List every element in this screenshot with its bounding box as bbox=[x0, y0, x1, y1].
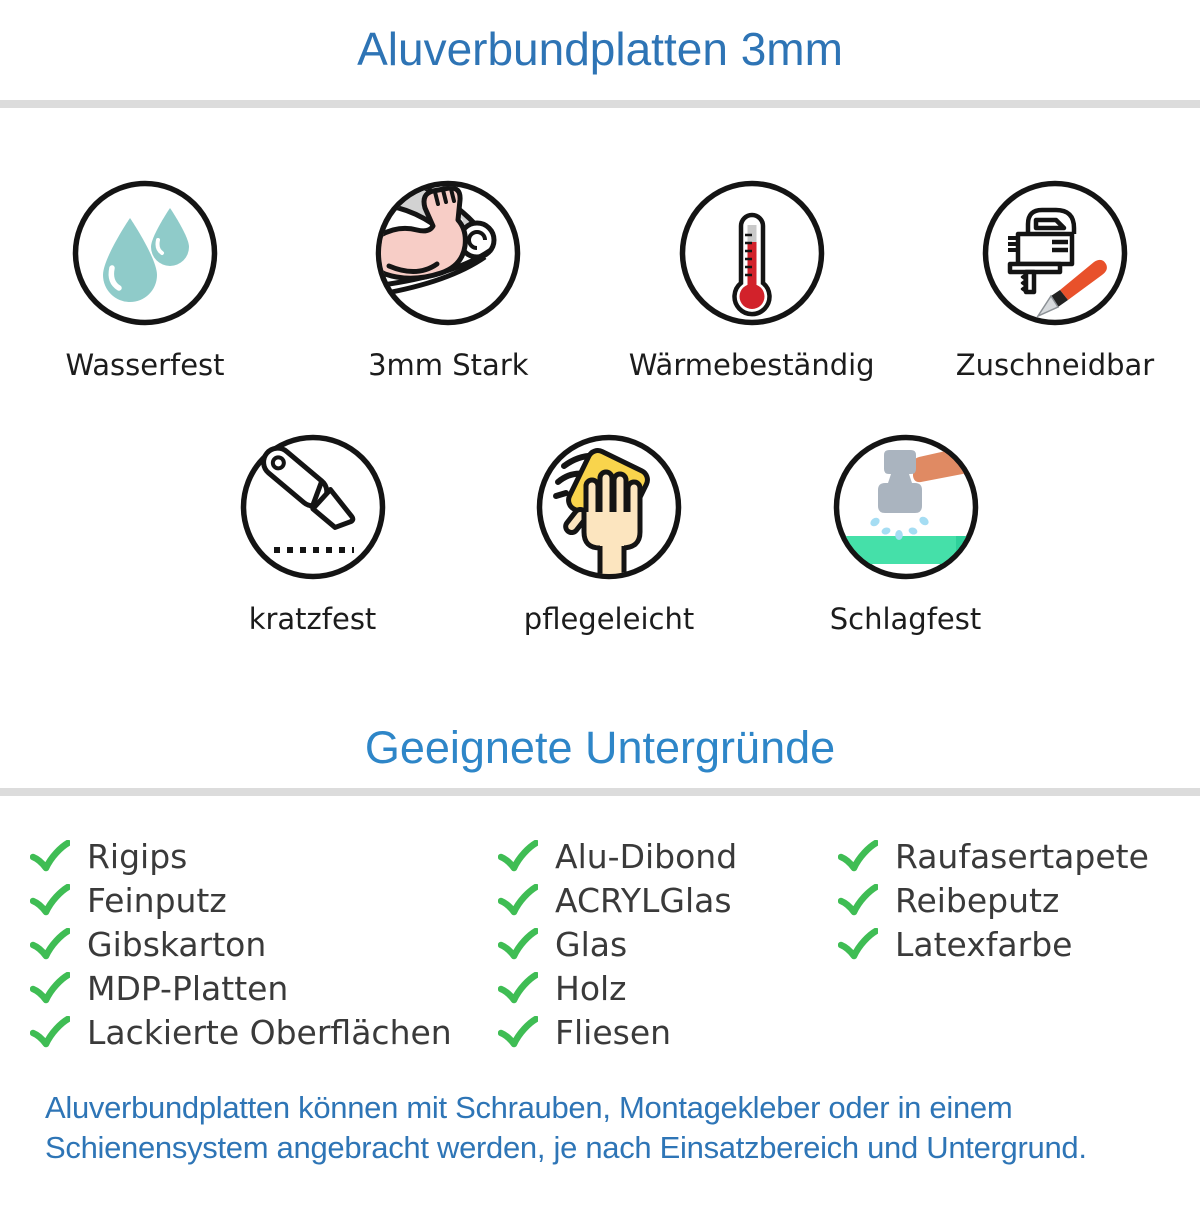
feature-label: Wasserfest bbox=[65, 348, 225, 382]
feature-row-2 bbox=[0, 432, 1200, 636]
list-item-label: Glas bbox=[555, 924, 628, 964]
feature-row-1 bbox=[0, 178, 1200, 382]
feature-label: Zuschneidbar bbox=[955, 348, 1155, 382]
feature-cuttable bbox=[955, 178, 1155, 382]
substrates-list bbox=[0, 834, 1200, 1054]
list-item-label: Fliesen bbox=[555, 1012, 672, 1052]
list-item bbox=[30, 834, 498, 878]
check-icon bbox=[498, 884, 538, 916]
flexed-arm-panel-icon bbox=[373, 178, 523, 328]
list-item bbox=[838, 922, 1200, 966]
feature-label: pflegeleicht bbox=[523, 602, 695, 636]
feature-impact-proof bbox=[808, 432, 1003, 636]
feature-easy-care bbox=[512, 432, 707, 636]
list-item bbox=[498, 1010, 838, 1054]
list-item-label: Lackierte Oberflächen bbox=[87, 1012, 452, 1052]
feature-thickness bbox=[358, 178, 538, 382]
check-icon bbox=[498, 840, 538, 872]
list-item bbox=[498, 922, 838, 966]
footer-line-2: Schienensystem angebracht werden, je nach Einsatzbereich und Untergrund. bbox=[45, 1130, 1087, 1165]
list-item-label: Rigips bbox=[87, 836, 188, 876]
page-title: Aluverbundplatten 3mm bbox=[357, 23, 843, 75]
substrates-heading: Geeignete Untergründe bbox=[364, 722, 836, 773]
list-item bbox=[498, 834, 838, 878]
utility-knife-icon bbox=[238, 432, 388, 582]
check-icon bbox=[30, 972, 70, 1004]
check-icon bbox=[498, 972, 538, 1004]
hand-cloth-icon bbox=[534, 432, 684, 582]
list-item-label: Alu-Dibond bbox=[555, 836, 738, 876]
list-item-label: Latexfarbe bbox=[895, 924, 1073, 964]
list-item-label: Reibeputz bbox=[895, 880, 1060, 920]
list-item bbox=[30, 966, 498, 1010]
list-item-label: Feinputz bbox=[87, 880, 227, 920]
list-item bbox=[30, 922, 498, 966]
check-icon bbox=[838, 840, 878, 872]
thermometer-icon bbox=[677, 178, 827, 328]
list-item-label: Gibskarton bbox=[87, 924, 267, 964]
check-icon bbox=[30, 1016, 70, 1048]
footer-note bbox=[0, 1088, 1200, 1168]
check-icon bbox=[838, 884, 878, 916]
list-item-label: MDP-Platten bbox=[87, 968, 289, 1008]
jigsaw-knife-icon bbox=[980, 178, 1130, 328]
substrates-column-2 bbox=[498, 834, 838, 1054]
feature-heat-resistant bbox=[628, 178, 875, 382]
check-icon bbox=[30, 928, 70, 960]
list-item-label: Raufasertapete bbox=[895, 836, 1149, 876]
water-drops-icon bbox=[70, 178, 220, 328]
feature-scratch-proof bbox=[215, 432, 410, 636]
list-item-label: ACRYLGlas bbox=[555, 880, 732, 920]
list-item bbox=[498, 966, 838, 1010]
divider-bar bbox=[0, 788, 1200, 796]
list-item bbox=[30, 878, 498, 922]
check-icon bbox=[30, 884, 70, 916]
check-icon bbox=[498, 928, 538, 960]
footer-line-1: Aluverbundplatten können mit Schrauben, Montagekleber oder in einem bbox=[45, 1090, 1013, 1125]
substrates-column-1 bbox=[30, 834, 498, 1054]
feature-label: kratzfest bbox=[248, 602, 377, 636]
divider-bar bbox=[0, 100, 1200, 108]
check-icon bbox=[838, 928, 878, 960]
feature-label: 3mm Stark bbox=[368, 348, 529, 382]
feature-label: Schlagfest bbox=[829, 602, 982, 636]
feature-label: Wärmebeständig bbox=[628, 348, 875, 382]
list-item bbox=[838, 878, 1200, 922]
substrates-column-3 bbox=[838, 834, 1200, 1054]
list-item bbox=[838, 834, 1200, 878]
list-item-label: Holz bbox=[555, 968, 627, 1008]
feature-waterproof bbox=[55, 178, 235, 382]
hammer-impact-icon bbox=[831, 432, 981, 582]
list-item bbox=[498, 878, 838, 922]
check-icon bbox=[498, 1016, 538, 1048]
list-item bbox=[30, 1010, 498, 1054]
check-icon bbox=[30, 840, 70, 872]
